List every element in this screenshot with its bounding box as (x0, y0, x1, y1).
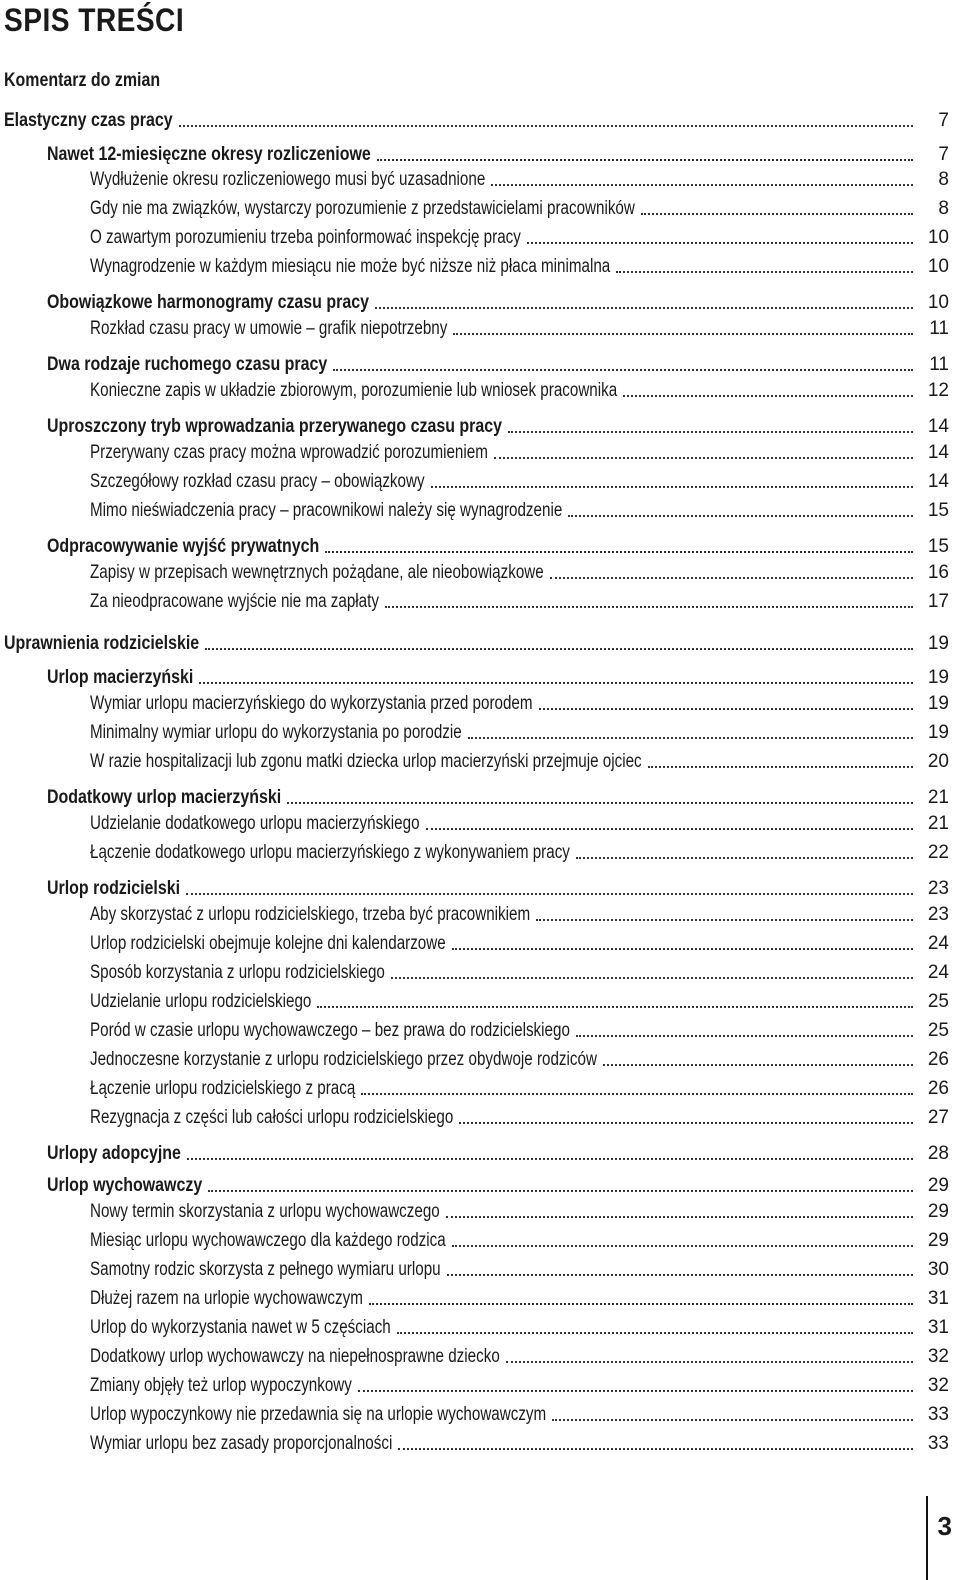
toc-entry (0, 874, 960, 900)
toc-dot-leader (568, 514, 913, 517)
toc-entry (0, 1016, 960, 1042)
toc-entry-page: 32 (927, 1375, 949, 1396)
toc-entry-page: 16 (927, 562, 949, 583)
toc-entry (0, 783, 960, 809)
toc-entry (0, 689, 960, 715)
toc-dot-leader (447, 1273, 913, 1276)
toc-entry-title: Urlop wypoczynkowy nie przedawnia się na urlopie wychowawczym (90, 1404, 547, 1425)
toc-entry-title: W razie hospitalizacji lub zgonu matki dziecka urlop macierzyński przejmuje ojciec (90, 751, 642, 772)
toc-entry-page: 19 (927, 693, 949, 714)
toc-entry-page: 24 (927, 962, 949, 983)
toc-entry-title: Udzielanie urlopu rodzicielskiego (90, 991, 312, 1012)
toc-entry (0, 1284, 960, 1310)
toc-entry-title: Aby skorzystać z urlopu rodzicielskiego, trzeba być pracownikiem (90, 904, 531, 925)
toc-entry (0, 1255, 960, 1281)
toc-entry-title: Nawet 12-miesięczne okresy rozliczeniowe (47, 144, 371, 165)
toc-dot-leader (287, 801, 913, 804)
toc-entry (0, 467, 960, 493)
toc-dot-leader (452, 947, 913, 950)
toc-entry (0, 1045, 960, 1071)
page-number-divider (926, 1496, 928, 1580)
toc-entry-title: Poród w czasie urlopu wychowawczego – bez prawa do rodzicielskiego (90, 1020, 570, 1041)
toc-entry (0, 987, 960, 1013)
toc-dot-leader (508, 430, 913, 433)
toc-entry-page: 19 (927, 667, 949, 688)
toc-entry (0, 1197, 960, 1223)
toc-entry-title: Urlop rodzicielski obejmuje kolejne dni kalendarzowe (90, 933, 446, 954)
toc-dot-leader (539, 707, 913, 710)
toc-dot-leader (552, 1418, 913, 1421)
toc-entry-page: 26 (927, 1078, 949, 1099)
toc-dot-leader (603, 1063, 913, 1066)
toc-entry-title: Uprawnienia rodzicielskie (4, 633, 200, 654)
toc-entry-title: Udzielanie dodatkowego urlopu macierzyńskiego (90, 813, 420, 834)
toc-entry-title: Nowy termin skorzystania z urlopu wychowawczego (90, 1201, 440, 1222)
toc-entry-title: Mimo nieświadczenia pracy – pracownikowi należy się wynagrodzenie (90, 500, 563, 521)
toc-entry-page: 14 (927, 471, 949, 492)
toc-dot-leader (576, 856, 913, 859)
toc-entry (0, 1103, 960, 1129)
toc-dot-leader (527, 241, 913, 244)
toc-entry-title: Komentarz do zmian (4, 70, 161, 91)
toc-dot-leader (623, 394, 913, 397)
toc-dot-leader (361, 1092, 913, 1095)
toc-entry-title: Wymiar urlopu macierzyńskiego do wykorzystania przed porodem (90, 693, 533, 714)
toc-dot-leader (494, 456, 913, 459)
toc-entry-page: 8 (938, 198, 949, 219)
toc-entry-page: 11 (929, 318, 949, 339)
toc-entry-title: Za nieodpracowane wyjście nie ma zapłaty (90, 591, 379, 612)
toc-dot-leader (468, 736, 913, 739)
toc-entry (0, 558, 960, 584)
toc-entry (0, 165, 960, 191)
toc-entry-page: 33 (927, 1404, 949, 1425)
toc-entry (0, 194, 960, 220)
toc-entry-title: Urlop wychowawczy (47, 1175, 203, 1196)
toc-entry-page: 22 (927, 842, 949, 863)
toc-entry-page: 20 (927, 751, 949, 772)
toc-entry-title: Zmiany objęły też urlop wypoczynkowy (90, 1375, 352, 1396)
toc-entry (0, 1342, 960, 1368)
toc-entry-title: Elastyczny czas pracy (4, 110, 173, 131)
toc-entry (0, 663, 960, 689)
toc-entry-page: 11 (929, 354, 949, 375)
toc-entry-page: 15 (927, 536, 949, 557)
toc-entry-page: 29 (927, 1230, 949, 1251)
toc-dot-leader (453, 332, 913, 335)
toc-entry (0, 838, 960, 864)
toc-entry-page: 24 (927, 933, 949, 954)
toc-entry-page: 14 (927, 416, 949, 437)
toc-dot-leader (205, 647, 913, 650)
toc-dot-leader (452, 1244, 913, 1247)
toc-entry (0, 252, 960, 278)
toc-entry-page: 10 (927, 292, 949, 313)
toc-entry-page: 29 (927, 1201, 949, 1222)
toc-entry-page: 25 (927, 1020, 949, 1041)
toc-entry-title: Rozkład czasu pracy w umowie – grafik niepotrzebny (90, 318, 448, 339)
toc-dot-leader (426, 827, 913, 830)
toc-dot-leader (325, 550, 913, 553)
toc-entry (0, 1371, 960, 1397)
toc-entry-title: Minimalny wymiar urlopu do wykorzystania po porodzie (90, 722, 462, 743)
toc-entry (0, 532, 960, 558)
toc-entry-title: Wynagrodzenie w każdym miesiącu nie może być niższe niż płaca minimalna (90, 256, 611, 277)
toc-entry-title: Urlop macierzyński (47, 667, 194, 688)
toc-entry-title: Dwa rodzaje ruchomego czasu pracy (47, 354, 328, 375)
toc-entry-title: Łączenie urlopu rodzicielskiego z pracą (90, 1078, 356, 1099)
toc-entry (0, 587, 960, 613)
toc-entry-title: Odpracowywanie wyjść prywatnych (47, 536, 320, 557)
toc-dot-leader (641, 212, 913, 215)
toc-entry-page: 31 (927, 1317, 949, 1338)
toc-entry (0, 66, 960, 92)
toc-entry-title: Uproszczony tryb wprowadzania przerywanego czasu pracy (47, 416, 502, 437)
toc-entry-page: 15 (927, 500, 949, 521)
toc-entry-page: 23 (927, 878, 949, 899)
toc-entry-page: 17 (927, 591, 949, 612)
toc-dot-leader (648, 765, 913, 768)
toc-entry (0, 223, 960, 249)
toc-dot-leader (391, 976, 913, 979)
toc-entry-title: Przerywany czas pracy można wprowadzić porozumieniem (90, 442, 488, 463)
toc-dot-leader (459, 1121, 913, 1124)
toc-dot-leader (506, 1360, 913, 1363)
toc-entry (0, 1400, 960, 1426)
toc-entry-title: Rezygnacja z części lub całości urlopu rodzicielskiego (90, 1107, 454, 1128)
toc-entry-page: 30 (927, 1259, 949, 1280)
toc-entry-page: 28 (927, 1143, 949, 1164)
toc-dot-leader (333, 368, 913, 371)
toc-entry-page: 21 (927, 787, 949, 808)
toc-entry (0, 1074, 960, 1100)
toc-entry-page: 19 (927, 633, 949, 654)
toc-entry (0, 288, 960, 314)
toc-entry (0, 412, 960, 438)
toc-entry-title: Dodatkowy urlop wychowawczy na niepełnosprawne dziecko (90, 1346, 500, 1367)
page-title: SPIS TREŚCI (4, 2, 185, 38)
toc-dot-leader (446, 1215, 913, 1218)
toc-dot-leader (186, 892, 913, 895)
toc-entry (0, 106, 960, 132)
toc-dot-leader (550, 576, 913, 579)
toc-entry (0, 140, 960, 166)
toc-entry-title: Łączenie dodatkowego urlopu macierzyńskiego z wykonywaniem pracy (90, 842, 570, 863)
toc-dot-leader (397, 1331, 913, 1334)
toc-entry-title: Gdy nie ma związków, wystarczy porozumienie z przedstawicielami pracowników (90, 198, 635, 219)
toc-entry-page: 27 (927, 1107, 949, 1128)
toc-entry-page: 7 (938, 110, 949, 131)
toc-entry (0, 1139, 960, 1165)
toc-entry-title: Obowiązkowe harmonogramy czasu pracy (47, 292, 369, 313)
toc-dot-leader (536, 918, 913, 921)
toc-entry-title: Jednoczesne korzystanie z urlopu rodzicielskiego przez obydwoje rodziców (90, 1049, 597, 1070)
toc-entry-page: 33 (927, 1433, 949, 1454)
toc-dot-leader (179, 124, 913, 127)
toc-dot-leader (375, 306, 913, 309)
page-number: 3 (937, 1511, 952, 1541)
toc-entry-title: Konieczne zapis w układzie zbiorowym, porozumienie lub wniosek pracownika (90, 380, 618, 401)
toc-entry-title: Urlopy adopcyjne (47, 1143, 181, 1164)
toc-entry-title: Wymiar urlopu bez zasady proporcjonalności (90, 1433, 393, 1454)
toc-entry (0, 747, 960, 773)
toc-entry (0, 1226, 960, 1252)
toc-entry-page: 29 (927, 1175, 949, 1196)
toc-dot-leader (491, 183, 913, 186)
toc-entry-title: Urlop rodzicielski (47, 878, 181, 899)
toc-dot-leader (398, 1447, 913, 1450)
toc-dot-leader (616, 270, 913, 273)
toc-entry (0, 629, 960, 655)
toc-entry-title: Dodatkowy urlop macierzyński (47, 787, 282, 808)
toc-entry (0, 314, 960, 340)
toc-entry-title: Sposób korzystania z urlopu rodzicielskiego (90, 962, 385, 983)
toc-entry-title: Urlop do wykorzystania nawet w 5 częściach (90, 1317, 391, 1338)
toc-entry-title: Wydłużenie okresu rozliczeniowego musi być uzasadnione (90, 169, 486, 190)
toc-entry-title: Szczegółowy rozkład czasu pracy – obowiązkowy (90, 471, 425, 492)
toc-entry (0, 376, 960, 402)
toc-entry (0, 900, 960, 926)
toc-entry (0, 929, 960, 955)
toc-entry-page: 7 (938, 144, 949, 165)
toc-entry (0, 438, 960, 464)
toc-entry (0, 350, 960, 376)
toc-entry-page: 10 (927, 227, 949, 248)
toc-entry-page: 26 (927, 1049, 949, 1070)
toc-entry (0, 1429, 960, 1455)
toc-entry (0, 809, 960, 835)
toc-dot-leader (187, 1157, 913, 1160)
toc-dot-leader (199, 681, 913, 684)
toc-dot-leader (208, 1189, 913, 1192)
toc-dot-leader (317, 1005, 913, 1008)
toc-entry-title: Miesiąc urlopu wychowawczego dla każdego rodzica (90, 1230, 446, 1251)
toc-dot-leader (576, 1034, 913, 1037)
toc-dot-leader (431, 485, 913, 488)
toc-entry-page: 25 (927, 991, 949, 1012)
toc-entry-page: 21 (927, 813, 949, 834)
toc-dot-leader (369, 1302, 913, 1305)
toc-entry-page: 14 (927, 442, 949, 463)
toc-entry (0, 1313, 960, 1339)
toc-entry (0, 958, 960, 984)
toc-entry-page: 10 (927, 256, 949, 277)
toc-entry-page: 32 (927, 1346, 949, 1367)
toc-entry-page: 12 (927, 380, 949, 401)
toc-entry-page: 8 (938, 169, 949, 190)
toc-entry-title: Samotny rodzic skorzysta z pełnego wymiaru urlopu (90, 1259, 441, 1280)
toc-entry-page: 19 (927, 722, 949, 743)
toc-entry-title: Dłużej razem na urlopie wychowawczym (90, 1288, 363, 1309)
toc-entry-title: Zapisy w przepisach wewnętrznych pożądane, ale nieobowiązkowe (90, 562, 544, 583)
toc-dot-leader (358, 1389, 913, 1392)
toc-entry (0, 718, 960, 744)
toc-entry-page: 23 (927, 904, 949, 925)
toc-entry (0, 1171, 960, 1197)
toc-entry-title: O zawartym porozumieniu trzeba poinformować inspekcję pracy (90, 227, 521, 248)
toc-dot-leader (385, 605, 913, 608)
toc-entry-page: 31 (927, 1288, 949, 1309)
toc-dot-leader (377, 158, 913, 161)
toc-entry (0, 496, 960, 522)
